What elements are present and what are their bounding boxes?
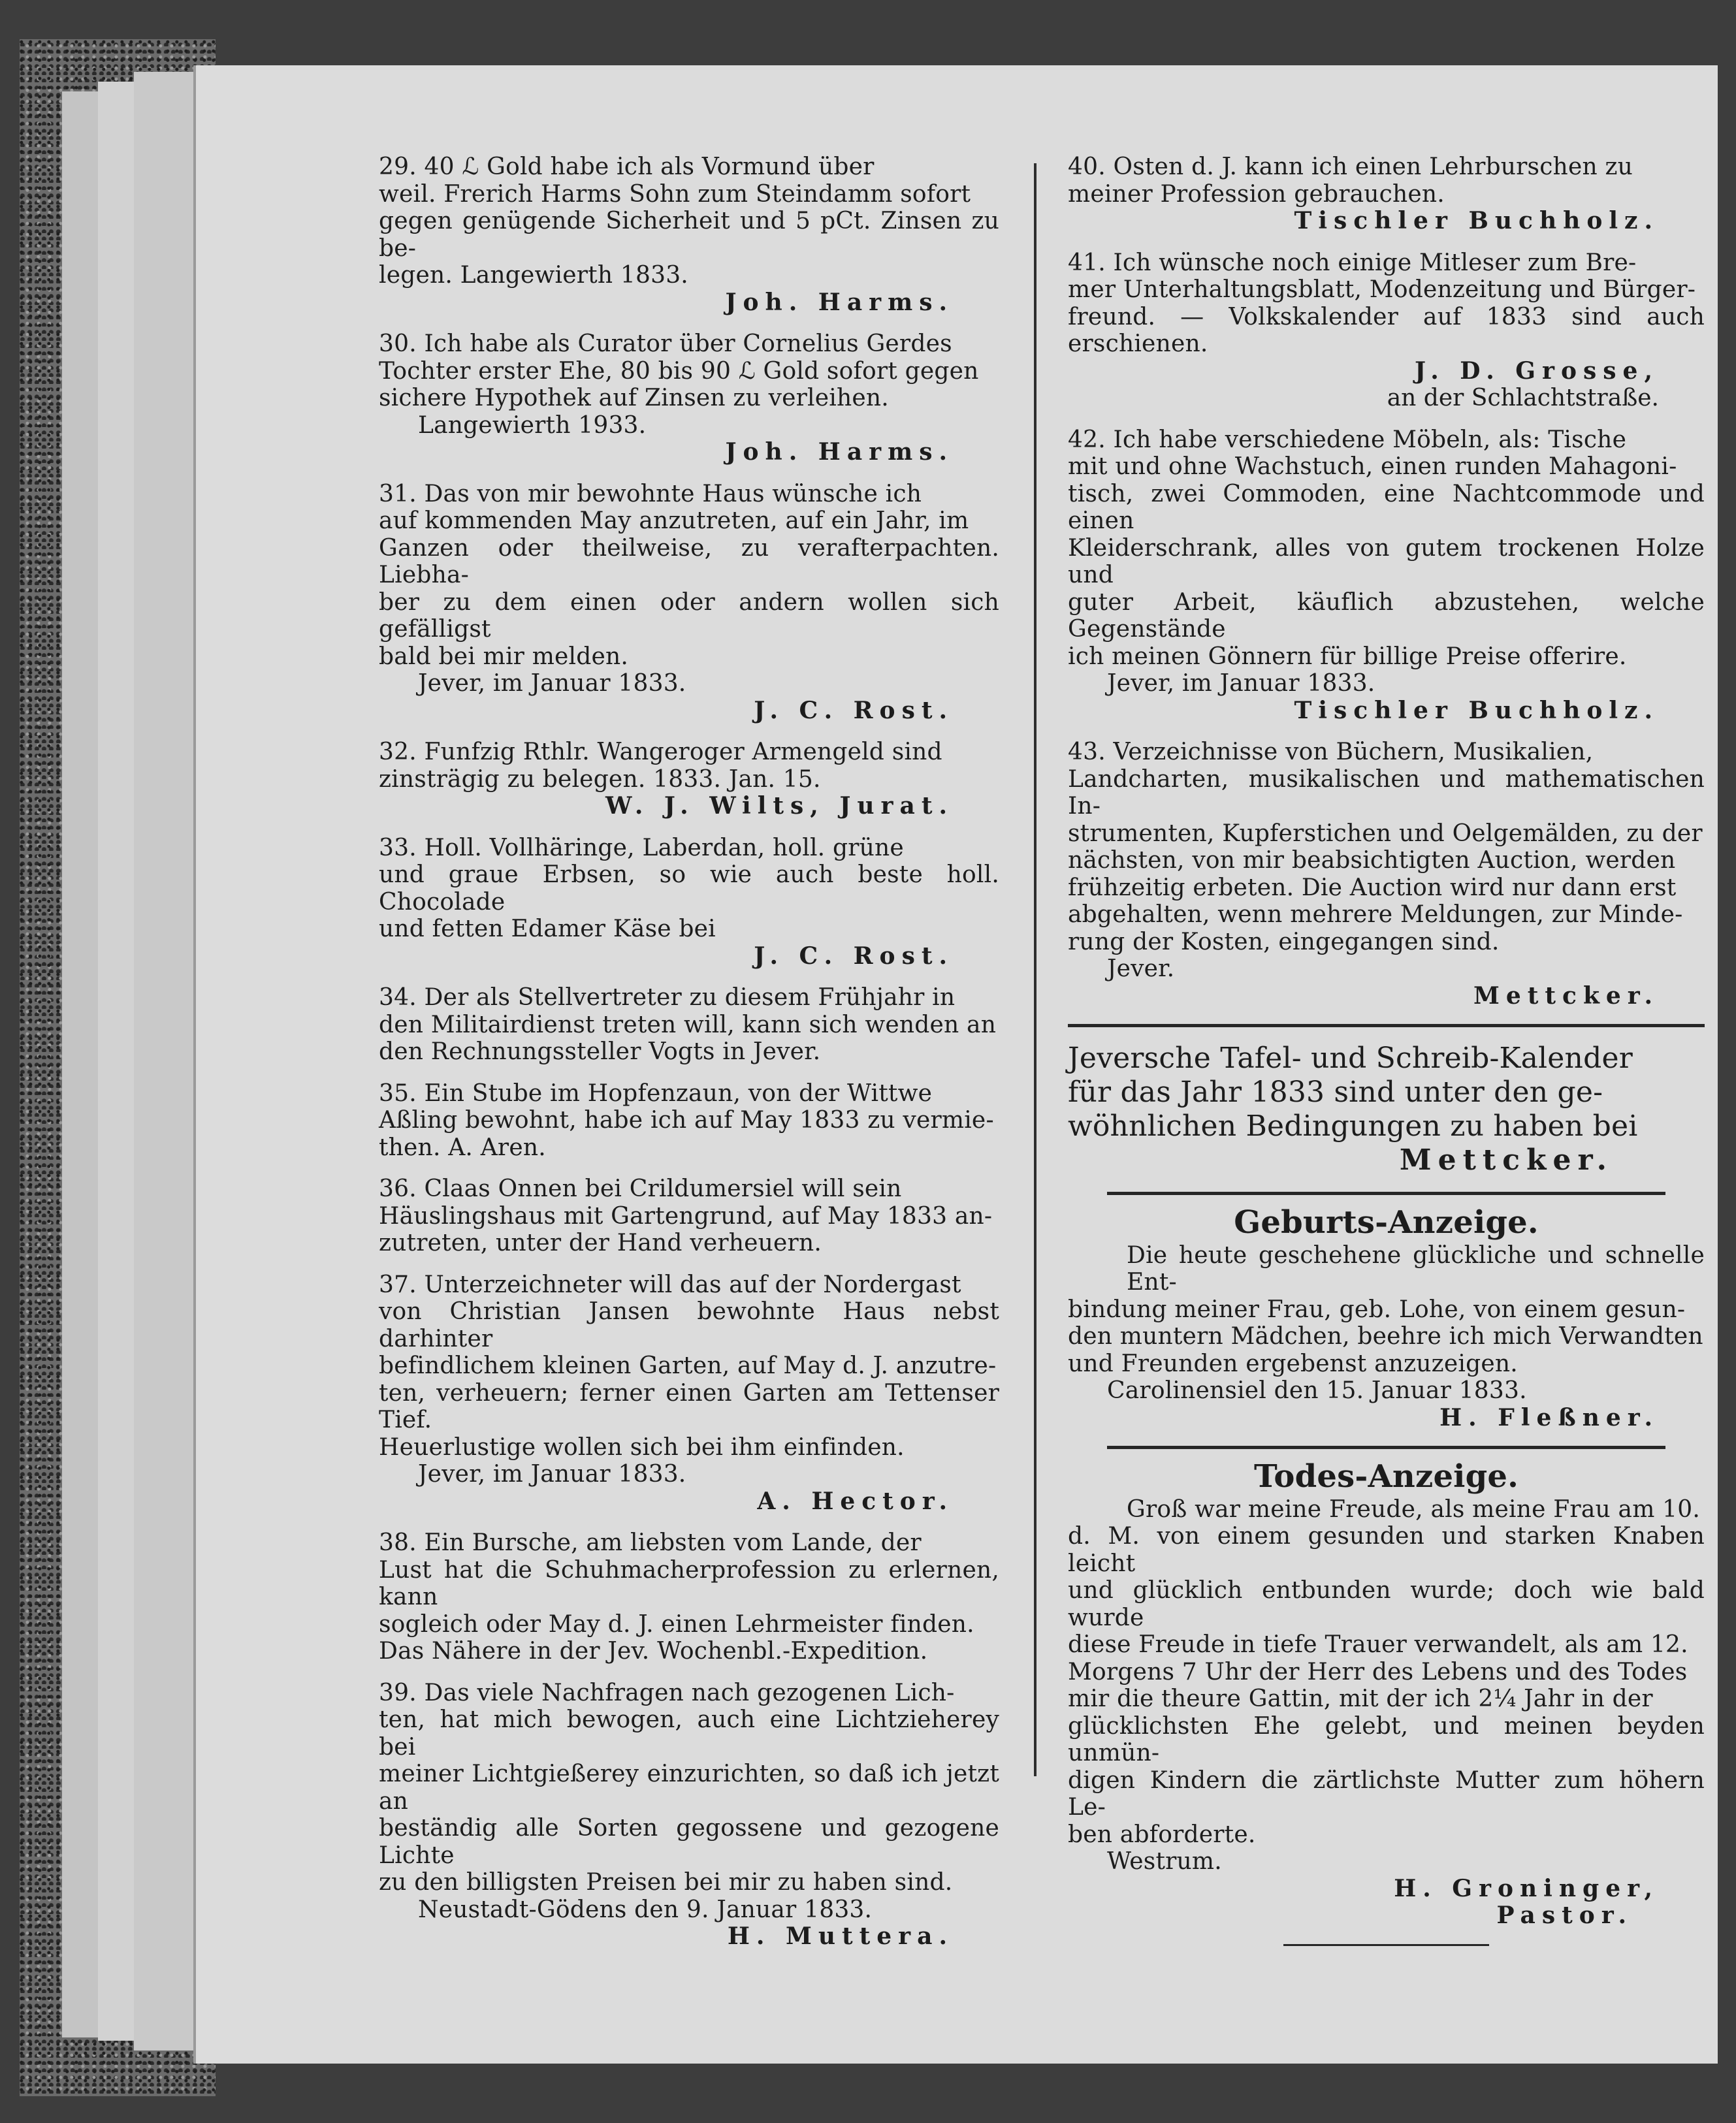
ad-line: befindlichem kleinen Garten, auf May d. J. anzutre- bbox=[379, 1352, 997, 1379]
notice-line: d. M. von einem gesunden und starken Knaben leicht bbox=[1068, 1523, 1705, 1577]
ad-line: zutreten, unter der Hand verheuern. bbox=[379, 1230, 822, 1256]
notice-line: den muntern Mädchen, beehre ich mich Verwandten bbox=[1068, 1323, 1703, 1350]
ad-32 bbox=[379, 739, 999, 820]
notice-line: glücklichsten Ehe gelebt, und meinen beyden unmün- bbox=[1068, 1712, 1705, 1766]
ad-line: 43. Verzeichnisse von Büchern, Musikalien, bbox=[1068, 739, 1594, 765]
ad-line: 33. Holl. Vollhäringe, Laberdan, holl. grüne bbox=[379, 834, 904, 861]
closing-rule bbox=[1283, 1944, 1489, 1946]
ad-line: 41. Ich wünsche noch einige Mitleser zum Bre- bbox=[1068, 249, 1637, 276]
notice-place: Westrum. bbox=[1107, 1848, 1222, 1875]
ad-line: weil. Frerich Harms Sohn zum Steindamm sofort bbox=[379, 180, 971, 208]
ad-line: und fetten Edamer Käse bei bbox=[379, 916, 716, 942]
notice-heading: Todes-Anzeige. bbox=[1253, 1458, 1519, 1495]
ad-place: Jever, im Januar 1833. bbox=[1107, 670, 1375, 697]
ad-line: Lust hat die Schuhmacherprofession zu erlernen, kann bbox=[379, 1556, 999, 1610]
ad-line: freund. — Volkskalender auf 1833 sind auch erschienen. bbox=[1068, 303, 1705, 357]
ad-place: Jever, im Januar 1833. bbox=[418, 1461, 686, 1488]
ad-place: Langewierth 1933. bbox=[418, 411, 647, 439]
ad-line: legen. Langewierth 1833. bbox=[379, 262, 688, 289]
section-rule bbox=[1107, 1446, 1665, 1449]
ad-line: 39. Das viele Nachfragen nach gezogenen Lich- bbox=[379, 1679, 955, 1706]
notice-line: Die heute geschehene glückliche und schnelle Ent- bbox=[1127, 1241, 1705, 1296]
ad-line: 36. Claas Onnen bei Crildumersiel will sein bbox=[379, 1175, 902, 1202]
ad-line: und graue Erbsen, so wie auch beste holl. Chocolade bbox=[379, 861, 999, 916]
ad-line: meiner Profession gebrauchen. bbox=[1068, 180, 1445, 208]
ad-43 bbox=[1068, 739, 1705, 1010]
ad-line: den Rechnungssteller Vogts in Jever. bbox=[379, 1038, 821, 1065]
ad-signature: Tischler Buchholz. bbox=[1294, 696, 1659, 724]
ad-line: Kleiderschrank, alles von gutem trockenen Holze und bbox=[1068, 534, 1705, 588]
notice-line: für das Jahr 1833 sind unter den ge- bbox=[1068, 1076, 1603, 1109]
ad-signature: Joh. Harms. bbox=[725, 438, 954, 466]
notice-line: Morgens 7 Uhr der Herr des Lebens und des Todes bbox=[1068, 1658, 1688, 1685]
ad-signature: J. D. Grosse, bbox=[1414, 357, 1659, 385]
notice-line: und glücklich entbunden wurde; doch wie bald wurde bbox=[1068, 1577, 1705, 1631]
notice-line: wöhnlichen Bedingungen zu haben bei bbox=[1068, 1109, 1638, 1143]
ad-line: Häuslingshaus mit Gartengrund, auf May 1833 an- bbox=[379, 1202, 993, 1230]
ad-line: gegen genügende Sicherheit und 5 pCt. Zinsen zu be- bbox=[379, 208, 999, 262]
ad-signature: J. C. Rost. bbox=[754, 942, 954, 970]
section-rule bbox=[1107, 1192, 1665, 1195]
ad-line: zu den billigsten Preisen bei mir zu haben sind. bbox=[379, 1869, 953, 1896]
ad-33 bbox=[379, 835, 999, 970]
right-column bbox=[1068, 153, 1705, 1960]
ad-line: 32. Funfzig Rthlr. Wangeroger Armengeld sind bbox=[379, 739, 942, 765]
ad-line: Landcharten, musikalischen und mathematischen In- bbox=[1068, 765, 1705, 820]
ad-41 bbox=[1068, 249, 1705, 412]
ad-31 bbox=[379, 481, 999, 725]
ad-line: zinsträgig zu belegen. 1833. Jan. 15. bbox=[379, 765, 821, 793]
ad-line: guter Arbeit, käuflich abzustehen, welche Gegenstände bbox=[1068, 588, 1705, 643]
ad-line: ich meinen Gönnern für billige Preise offerire. bbox=[1068, 643, 1627, 670]
ad-29 bbox=[379, 153, 999, 316]
section-rule bbox=[1068, 1024, 1705, 1027]
notice-line: und Freunden ergebenst anzuzeigen. bbox=[1068, 1350, 1518, 1377]
notice-place: Carolinensiel den 15. Januar 1833. bbox=[1107, 1377, 1527, 1404]
notice-signature: H. Fleßner. bbox=[1439, 1403, 1659, 1431]
notice-signature: H. Groninger, bbox=[1394, 1874, 1659, 1902]
notice-line: bindung meiner Frau, geb. Lohe, von einem gesun- bbox=[1068, 1296, 1686, 1323]
ad-36 bbox=[379, 1175, 999, 1257]
ad-line: 35. Ein Stube im Hopfenzaun, von der Wittwe bbox=[379, 1079, 933, 1107]
ad-line: frühzeitig erbeten. Die Auction wird nur dann erst bbox=[1068, 874, 1677, 901]
ad-line: ten, hat mich bewogen, auch eine Lichtzieherey bei bbox=[379, 1706, 999, 1761]
ad-line: rung der Kosten, eingegangen sind. bbox=[1068, 928, 1500, 955]
notice-line: digen Kindern die zärtlichste Mutter zum höhern Le- bbox=[1068, 1766, 1705, 1821]
ad-line: ten, verheuern; ferner einen Garten am Tettenser Tief. bbox=[379, 1379, 999, 1433]
notice-line: ben abforderte. bbox=[1068, 1821, 1256, 1848]
ad-line: mer Unterhaltungsblatt, Modenzeitung und Bürger- bbox=[1068, 276, 1696, 303]
ad-line: abgehalten, wenn mehrere Meldungen, zur Minde- bbox=[1068, 901, 1683, 928]
ad-signature: H. Muttera. bbox=[727, 1923, 954, 1950]
death-notice bbox=[1068, 1458, 1705, 1930]
ad-line: den Militairdienst treten will, kann sich wenden an bbox=[379, 1011, 997, 1038]
ad-line: Aßling bewohnt, habe ich auf May 1833 zu vermie- bbox=[379, 1107, 994, 1134]
ad-40 bbox=[1068, 153, 1705, 235]
ad-line: auf kommenden May anzutreten, auf ein Jahr, im bbox=[379, 507, 969, 534]
ad-line: meiner Lichtgießerey einzurichten, so daß ich jetzt an bbox=[379, 1761, 999, 1815]
ad-place: Neustadt-Gödens den 9. Januar 1833. bbox=[418, 1896, 873, 1923]
notice-heading: Geburts-Anzeige. bbox=[1234, 1204, 1539, 1241]
ad-line: sogleich oder May d. J. einen Lehrmeister finden. bbox=[379, 1610, 974, 1638]
ad-place: Jever. bbox=[1107, 955, 1175, 982]
ad-line: 34. Der als Stellvertreter zu diesem Frühjahr in bbox=[379, 984, 956, 1011]
ad-place: Jever, im Januar 1833. bbox=[418, 670, 686, 697]
ad-30 bbox=[379, 330, 999, 466]
left-column bbox=[379, 153, 999, 1965]
ad-signature: J. C. Rost. bbox=[754, 696, 954, 724]
ad-line: Das Nähere in der Jev. Wochenbl.-Expedition. bbox=[379, 1638, 928, 1665]
ad-line: ber zu dem einen oder andern wollen sich gefälligst bbox=[379, 588, 999, 643]
ad-line: von Christian Jansen bewohnte Haus nebst darhinter bbox=[379, 1298, 999, 1352]
ad-39 bbox=[379, 1680, 999, 1951]
ad-line: 38. Ein Bursche, am liebsten vom Lande, der bbox=[379, 1529, 922, 1556]
notice-line: Jeversche Tafel- und Schreib-Kalender bbox=[1068, 1042, 1633, 1075]
ad-38 bbox=[379, 1529, 999, 1665]
ad-signature: W. J. Wilts, Jurat. bbox=[605, 792, 954, 820]
ad-line: 37. Unterzeichneter will das auf der Nordergast bbox=[379, 1271, 961, 1298]
ad-line: sichere Hypothek auf Zinsen zu verleihen. bbox=[379, 385, 889, 411]
ad-signature: Tischler Buchholz. bbox=[1294, 207, 1659, 234]
ad-line: bald bei mir melden. bbox=[379, 643, 629, 670]
notice-line: Groß war meine Freude, als meine Frau am 10. bbox=[1127, 1495, 1701, 1523]
ad-line: strumenten, Kupferstichen und Oelgemälden, zu der bbox=[1068, 820, 1703, 847]
ad-line: nächsten, von mir beabsichtigten Auction, werden bbox=[1068, 847, 1676, 874]
ad-34 bbox=[379, 984, 999, 1066]
column-divider bbox=[1034, 163, 1037, 1776]
birth-notice bbox=[1068, 1204, 1705, 1431]
ad-line: 31. Das von mir bewohnte Haus wünsche ich bbox=[379, 480, 922, 507]
ad-line: Tochter erster Ehe, 80 bis 90 ℒ Gold sofort gegen bbox=[379, 357, 979, 385]
ad-signature: A. Hector. bbox=[757, 1487, 954, 1515]
ad-line: then. A. Aren. bbox=[379, 1134, 546, 1161]
ad-42 bbox=[1068, 426, 1705, 725]
ad-37 bbox=[379, 1271, 999, 1516]
calendar-notice bbox=[1068, 1042, 1705, 1177]
ad-line: 30. Ich habe als Curator über Cornelius Gerdes bbox=[379, 330, 952, 357]
ad-signature: Joh. Harms. bbox=[725, 288, 954, 316]
ad-line: 40. Osten d. J. kann ich einen Lehrburschen zu bbox=[1068, 153, 1633, 180]
notice-signature: Mettcker. bbox=[1399, 1143, 1613, 1177]
ad-line: tisch, zwei Commoden, eine Nachtcommode und einen bbox=[1068, 480, 1705, 534]
ad-line: 42. Ich habe verschiedene Möbeln, als: Tische bbox=[1068, 426, 1627, 453]
notice-signature-title: Pastor. bbox=[1496, 1902, 1633, 1929]
ad-35 bbox=[379, 1080, 999, 1162]
notice-line: diese Freude in tiefe Trauer verwandelt, als am 12. bbox=[1068, 1631, 1688, 1658]
ad-line: Ganzen oder theilweise, zu verafterpachten. Liebha- bbox=[379, 534, 999, 588]
ad-line: 29. 40 ℒ Gold habe ich als Vormund über bbox=[379, 153, 875, 180]
ad-line: beständig alle Sorten gegossene und gezogene Lichte bbox=[379, 1815, 999, 1869]
ad-signature: Mettcker. bbox=[1473, 982, 1659, 1010]
ad-line: mit und ohne Wachstuch, einen runden Mahagoni- bbox=[1068, 453, 1677, 480]
ad-line: Heuerlustige wollen sich bei ihm einfinden. bbox=[379, 1433, 905, 1461]
ad-signature-address: an der Schlachtstraße. bbox=[1387, 385, 1659, 411]
notice-line: mir die theure Gattin, mit der ich 2¼ Jahr in der bbox=[1068, 1685, 1653, 1712]
